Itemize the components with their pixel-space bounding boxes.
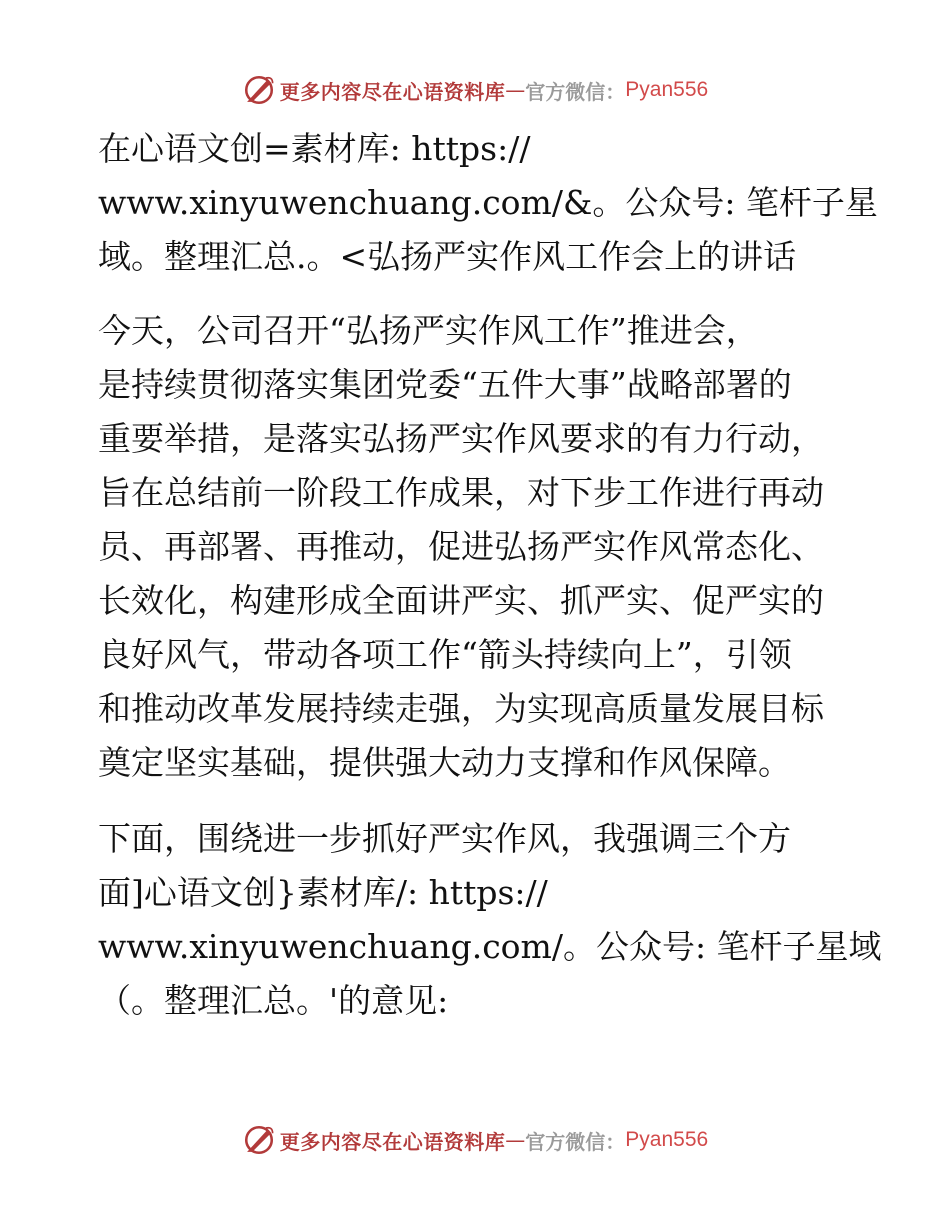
text-line: 是持续贯彻落实集团党委“五件大事”战略部署的 <box>98 365 792 404</box>
text-line: （。整理汇总。'的意见: <box>98 981 449 1020</box>
banner-main-text: 更多内容尽在心语资料库 <box>279 1129 506 1154</box>
text-line: 下面，围绕进一步抓好严实作风，我强调三个方 <box>98 819 791 858</box>
banner-wechat-id: Pyan556 <box>625 1128 709 1151</box>
banner-dash: — <box>505 1128 526 1152</box>
text-line: 长效化，构建形成全面讲严实、抓严实、促严实的 <box>98 581 824 620</box>
quill-pen-logo-icon <box>242 1123 276 1157</box>
banner-wechat-id: Pyan556 <box>625 78 709 101</box>
text-line: www.xinyuwenchuang.com/&。公众号: 笔杆子星 <box>98 183 878 222</box>
quill-pen-logo-icon <box>242 73 276 107</box>
banner-sub-text: 官方微信： <box>525 79 626 104</box>
text-line: 在心语文创=素材库: https:// <box>98 129 531 168</box>
text-line: 旨在总结前一阶段工作成果，对下步工作进行再动 <box>98 473 824 512</box>
text-line: 奠定坚实基础，提供强大动力支撑和作风保障。 <box>98 743 791 782</box>
text-line: 面]心语文创}素材库/: https:// <box>98 873 548 912</box>
document-body <box>98 122 882 1028</box>
text-line: 和推动改革发展持续走强，为实现高质量发展目标 <box>98 689 824 728</box>
text-line: 员、再部署、再推动，促进弘扬严实作风常态化、 <box>98 527 824 566</box>
paragraph-intro <box>98 122 878 284</box>
footer-banner <box>0 1120 950 1160</box>
text-line: 域。整理汇总.。<弘扬严实作风工作会上的讲话 <box>98 237 797 276</box>
banner-dash: — <box>505 78 526 102</box>
banner-sub-text: 官方微信： <box>525 1129 626 1154</box>
text-line: 今天，公司召开“弘扬严实作风工作”推进会， <box>98 311 759 350</box>
text-line: 重要举措，是落实弘扬严实作风要求的有力行动， <box>98 419 824 458</box>
header-banner <box>0 70 950 110</box>
text-line: www.xinyuwenchuang.com/。公众号: 笔杆子星域 <box>98 927 882 966</box>
text-line: 良好风气，带动各项工作“箭头持续向上”，引领 <box>98 635 792 674</box>
paragraph-main <box>98 304 858 790</box>
paragraph-outline <box>98 812 882 1028</box>
banner-main-text: 更多内容尽在心语资料库 <box>279 79 506 104</box>
